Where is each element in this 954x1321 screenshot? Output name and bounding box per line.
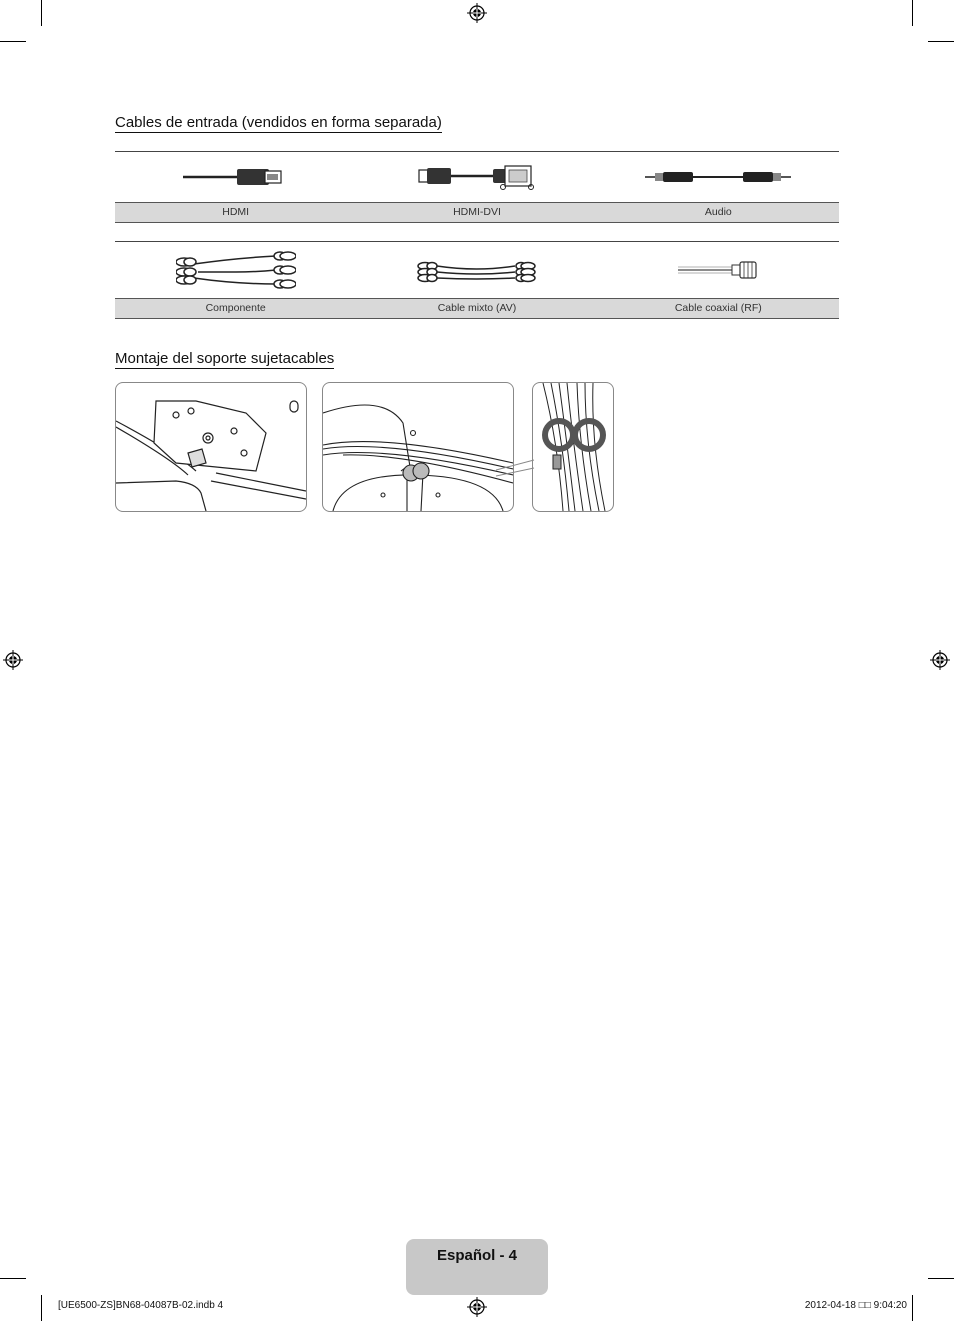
cable-label-hdmi: HDMI xyxy=(222,206,250,218)
holder-assembly-illustration-2 xyxy=(322,382,514,512)
registration-mark-icon xyxy=(467,1297,487,1317)
cable-table-row-1 xyxy=(115,151,839,223)
file-info: [UE6500-ZS]BN68-04087B-02.indb 4 xyxy=(58,1300,224,1311)
crop-mark xyxy=(0,41,26,42)
crop-mark xyxy=(41,1295,42,1321)
component-cable-icon xyxy=(115,248,356,292)
cable-label-coaxial: Cable coaxial (RF) xyxy=(674,302,762,314)
hdmi-dvi-cable-icon xyxy=(356,163,597,191)
audio-cable-icon xyxy=(598,169,839,185)
holder-assembly-illustration-1 xyxy=(115,382,307,512)
page-label: Español - 4 xyxy=(436,1247,518,1264)
composite-av-cable-icon xyxy=(356,256,597,284)
crop-mark xyxy=(912,1295,913,1321)
registration-mark-icon xyxy=(3,650,23,670)
cable-label-audio: Audio xyxy=(704,206,732,218)
crop-mark xyxy=(928,1278,954,1279)
registration-mark-icon xyxy=(467,3,487,23)
crop-mark xyxy=(41,0,42,26)
cable-label-component: Componente xyxy=(205,302,266,314)
coaxial-rf-cable-icon xyxy=(598,260,839,280)
registration-mark-icon xyxy=(930,650,950,670)
print-timestamp: 2012-04-18 □□ 9:04:20 xyxy=(804,1300,907,1311)
crop-mark xyxy=(0,1278,26,1279)
crop-mark xyxy=(928,41,954,42)
callout-line-icon xyxy=(496,440,536,480)
cables-section-title: Cables de entrada (vendidos en forma separada) xyxy=(115,114,442,131)
hdmi-cable-icon xyxy=(115,166,356,188)
cable-label-hdmi-dvi: HDMI-DVI xyxy=(453,206,501,218)
cable-label-composite: Cable mixto (AV) xyxy=(437,302,517,314)
page-number-tab xyxy=(406,1239,548,1295)
cable-table-row-2 xyxy=(115,241,839,319)
holder-section-title: Montaje del soporte sujetacables xyxy=(115,350,335,367)
holder-closeup-illustration xyxy=(532,382,614,512)
crop-mark xyxy=(912,0,913,26)
